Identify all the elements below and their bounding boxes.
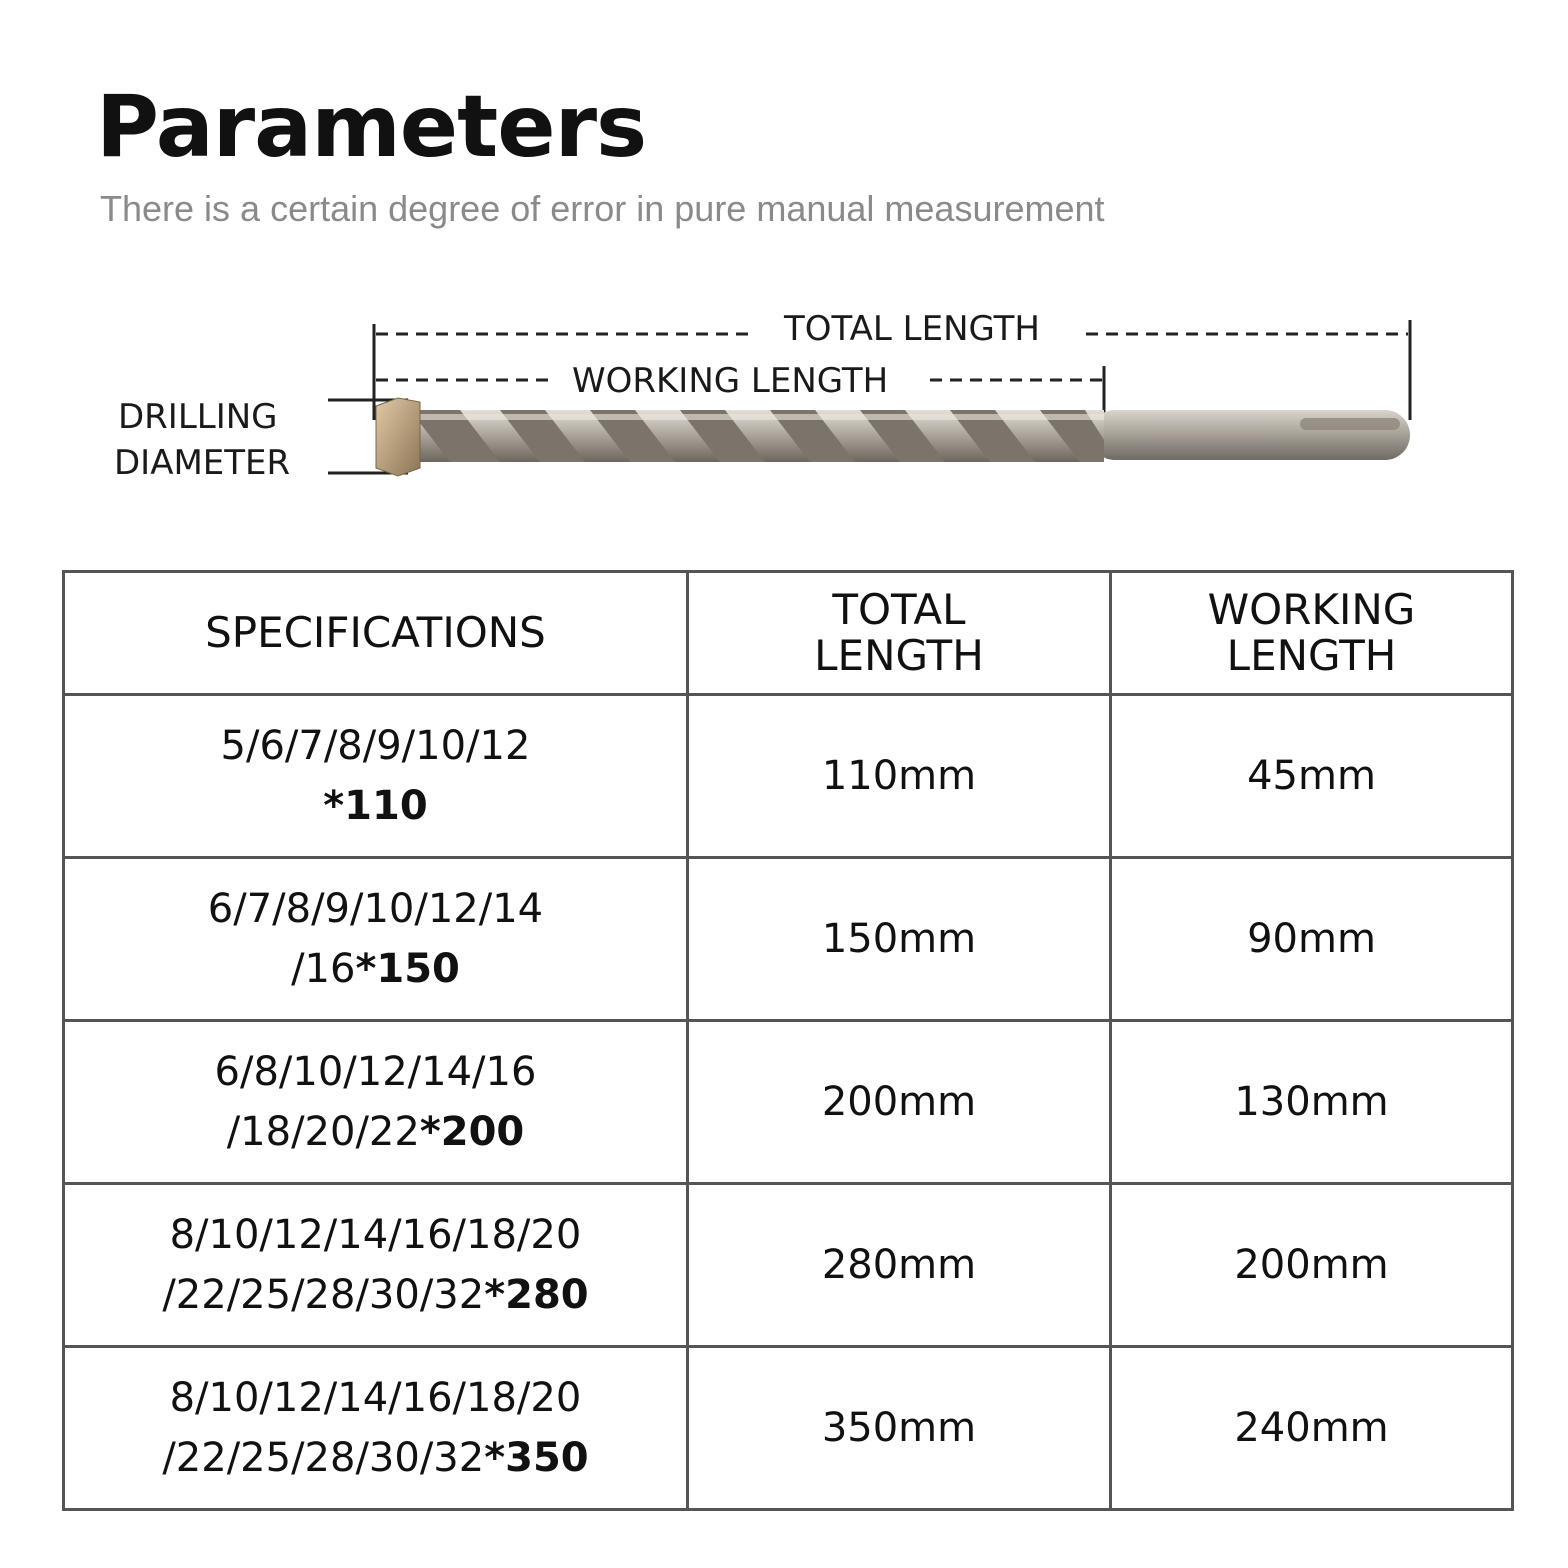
- table-row: [64, 858, 1513, 1021]
- drill-shank: [1090, 410, 1410, 460]
- spec-cell: 6/7/8/9/10/12/14 /16*150: [64, 858, 688, 1021]
- total-length-cell: 280mm: [687, 1184, 1110, 1347]
- working-length-cell: 90mm: [1110, 858, 1512, 1021]
- spec-cell: 8/10/12/14/16/18/20 /22/25/28/30/32*350: [64, 1347, 688, 1510]
- table-header-row: [64, 572, 1513, 695]
- total-length-cell: 200mm: [687, 1021, 1110, 1184]
- spec-cell: 8/10/12/14/16/18/20 /22/25/28/30/32*280: [64, 1184, 688, 1347]
- working-length-cell: 200mm: [1110, 1184, 1512, 1347]
- table-row: [64, 1347, 1513, 1510]
- table-row: [64, 1184, 1513, 1347]
- drilling-diameter-label-line2: DIAMETER: [108, 446, 296, 480]
- drilling-diameter-label-line1: DRILLING: [112, 400, 284, 434]
- drill-bit-diagram: [0, 290, 1568, 520]
- carbide-tip: [376, 398, 420, 476]
- table-row: [64, 695, 1513, 858]
- page-subtitle: There is a certain degree of error in pure manual measurement: [100, 188, 1105, 229]
- header-total-length: TOTAL LENGTH: [687, 572, 1110, 695]
- table-row: [64, 1021, 1513, 1184]
- total-length-cell: 150mm: [687, 858, 1110, 1021]
- working-length-cell: 240mm: [1110, 1347, 1512, 1510]
- header-specifications: SPECIFICATIONS: [64, 572, 688, 695]
- working-length-cell: 130mm: [1110, 1021, 1512, 1184]
- spec-cell: 6/8/10/12/14/16 /18/20/22*200: [64, 1021, 688, 1184]
- page-title: Parameters: [96, 77, 647, 177]
- total-length-cell: 110mm: [687, 695, 1110, 858]
- spec-cell: 5/6/7/8/9/10/12 *110: [64, 695, 688, 858]
- working-length-label: WORKING LENGTH: [566, 364, 894, 398]
- total-length-label: TOTAL LENGTH: [778, 312, 1046, 346]
- parameters-table: [62, 570, 1514, 1511]
- header-working-length: WORKING LENGTH: [1110, 572, 1512, 695]
- total-length-cell: 350mm: [687, 1347, 1110, 1510]
- drill-flutes: [400, 410, 1104, 462]
- working-length-cell: 45mm: [1110, 695, 1512, 858]
